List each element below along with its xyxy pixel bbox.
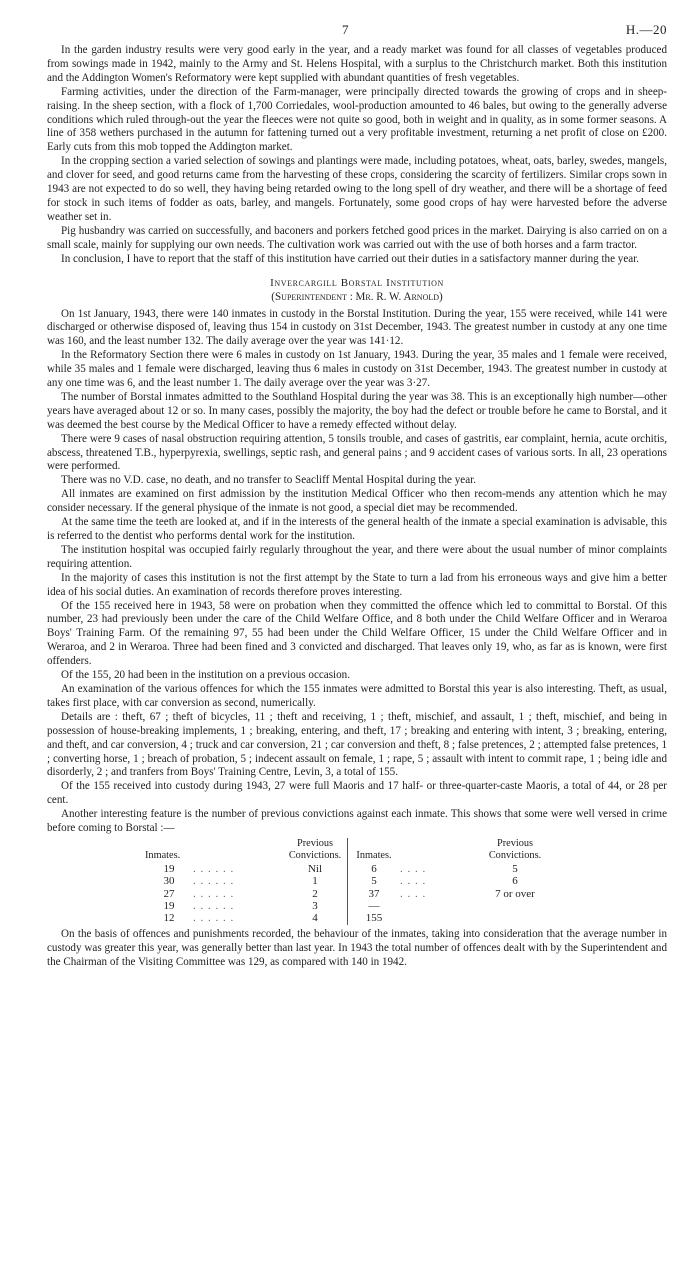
paragraph: In the cropping section a varied selection of sowings and plantings were made, including potatoes, wheat, oats, barley, swedes, mangels, and clover for seed, and good returns came from the harvesting of these crops, considering the scarcity of fertilizers. Similar crops sown in 1943 are not expected to do so well, they having being retarded owing to the long spell of dry weather, and there will be a shortage of feed for stock in such items of fodder as oats, barley, and mangels. Fortunately, some good crops of hay were harvested before the adverse weather set in. (47, 155, 667, 223)
cell-previous: 2 (283, 888, 348, 900)
section-title: Invercargill Borstal Institution (270, 276, 444, 289)
cell-inmates-2: 6 (371, 862, 377, 875)
document-page (47, 22, 667, 970)
paragraph: On 1st January, 1943, there were 140 inmates in custody in the Borstal Institution. During the year, 155 were received, while 141 were discharged or otherwise disposed of, leaving thus 154 in custody on 31st December, 1943. The greatest number in custody at any one time was 160, and the least number 132. The daily average over the year was 141·12. (47, 307, 667, 348)
cell-inmates-2: 5 (371, 875, 377, 888)
column-header-previous-convictions-2: Previous Convictions. (488, 837, 542, 862)
leader-dots: . . . . . . (193, 875, 235, 888)
cell-previous: 4 (283, 912, 348, 924)
paragraph: Of the 155, 20 had been in the institution on a previous occasion. (61, 669, 350, 682)
cell-previous: Nil (283, 863, 348, 875)
document-reference: H.—20 (625, 22, 667, 37)
leader-dots: . . . . . . (193, 899, 235, 912)
paragraph: Of the 155 received into custody during 1943, 27 were full Maoris and 17 half- or three-quarter-caste Maoris, a total of 44, or 28 per cent. (47, 780, 667, 807)
cell-inmates: 27 (163, 887, 175, 900)
column-header-inmates-2: Inmates. (356, 850, 392, 862)
paragraph: All inmates are examined on first admission by the institution Medical Officer who then recom-mends any attention which he may consider necessary. If the general physique of the inmate is not good, a special diet may be recommended. (47, 488, 667, 515)
section-closing (47, 928, 667, 970)
table-header-row (145, 838, 560, 863)
paragraph: The institution hospital was occupied fairly regularly throughout the year, and there were about the usual number of minor complaints requiring attention. (47, 543, 667, 570)
paragraph: There was no V.D. case, no death, and no transfer to Seacliff Mental Hospital during the year. (61, 474, 476, 487)
table-row (145, 863, 560, 875)
table-row (145, 900, 560, 912)
cell-previous-2: 5 (512, 862, 518, 875)
cell-total: 155 (365, 912, 383, 925)
paragraph: Another interesting feature is the number of previous convictions against each inmate. This shows that some were well versed in crime before coming to Borstal :— (47, 808, 667, 835)
leader-dots: . . . . . . (193, 862, 235, 875)
section-reformatory-report (47, 44, 667, 267)
cell-inmates: 19 (163, 899, 175, 912)
paragraph: In the garden industry results were very good early in the year, and a ready market was found for all classes of vegetables produced from sowings made in 1942, mainly to the Army and St. Helens Hospital, with a surplus to the Christchurch market. Both this institution and the Addington Women's Reformatory were kept supplied with abundant quantities of fresh vegetables. (47, 44, 667, 84)
paragraph: The number of Borstal inmates admitted to the Southland Hospital during the year was 38. This is an exceptionally high number—other years have averaged about 12 or so. In many cases, possibly the majority, the boy had the defect or trouble before he came to Borstal, and it was deemed the best course by the Medical Officer to have a remedy effected without delay. (47, 390, 667, 431)
cell-previous-2: 7 or over (495, 887, 535, 900)
previous-convictions-table (145, 838, 560, 925)
section-borstal-report (47, 308, 667, 836)
paragraph: Of the 155 received here in 1943, 58 were on probation when they committed the offence which led to committal to Borstal. Of this number, 23 had previously been under the care of the Child Welfare Office, and 8 both under the Child Welfare Officer and in Weraroa Boys' Training Farm. Of the remaining 97, 55 had been under the Child Welfare Officer, 15 under the Child Welfare Officer and in Weraroa, and 2 in Weraroa. Three had been fined and 3 convicted and discharged. That leaves only 19, who, as far as is known, were first offenders. (47, 599, 667, 668)
paragraph: Pig husbandry was carried on successfully, and baconers and porkers fetched good prices in the market. Dairying is also carried on on a small scale, mainly for supplying our own needs. The cultivation work was carried out with the use of both horses and a farm tractor. (47, 224, 667, 251)
paragraph: Details are : theft, 67 ; theft of bicycles, 11 ; theft and receiving, 1 ; theft, mischief, and assault, 1 ; theft, mischief, and being in possession of house-breaking implements, 1 ; breaking, entering, and theft, 17 ; breaking and entering with intent, 3 ; breaking, entering, and theft, and car conversion, 4 ; truck and car conversion, 21 ; car conversion and theft, 8 ; false pretences, 2 ; attempted false pretences, 1 ; converting horse, 1 ; breach of probation, 5 ; indecent assault on female, 1 ; rape, 5 ; assault with intent to commit rape, 1 ; being idle and disorderly, 2 ; and tranfers from Boys' Training Centre, Levin, 3, a total of 155. (47, 710, 667, 779)
cell-previous: 3 (283, 900, 348, 912)
leader-dots: . . . . (400, 862, 427, 875)
cell-previous-2 (470, 912, 560, 924)
cell-inmates-2: — (368, 899, 380, 912)
cell-previous-2 (470, 900, 560, 912)
paragraph: An examination of the various offences for which the 155 inmates were admitted to Borstal this year is also interesting. Theft, as usual, takes first place, with car conversion as second, numerically. (47, 682, 667, 709)
table-row (145, 888, 560, 900)
table-row (145, 875, 560, 887)
cell-inmates-2: 37 (368, 887, 380, 900)
leader-dots: . . . . (400, 887, 427, 900)
paragraph: There were 9 cases of nasal obstruction requiring attention, 5 tonsils trouble, and cases of gastritis, ear complaint, hernia, acute orchitis, abscess, threatened T.B., hyperpyrexia, swellings, septic rash, and general pains ; and 9 accident cases of various sorts. In all, 23 operations were performed. (47, 432, 667, 473)
column-header-inmates: Inmates. (145, 850, 181, 862)
table-row (145, 912, 560, 924)
cell-inmates: 30 (163, 875, 175, 888)
section-superintendent: (Superintendent : Mr. R. W. Arnold) (271, 290, 443, 303)
page-header (47, 22, 667, 44)
cell-previous-2: 6 (512, 875, 518, 888)
paragraph: Farming activities, under the direction of the Farm-manager, were principally directed towards the growing of crops and in sheep-raising. In the sheep section, with a flock of 1,700 Corriedales, wool-production amounted to 46 bales, but owing to the generally adverse conditions which ruled through-out the year the fleeces were not quite so good, both in weight and in quality, as in some former seasons. A line of 358 wethers purchased in the autumn for fattening turned out a very profitable investment, returning a net profit of close on £200. Early cuts from this mob topped the Addington market. (47, 85, 667, 154)
paragraph: In the majority of cases this institution is not the first attempt by the State to turn a lad from his erroneous ways and give him a better idea of his social duties. An examination of records therefore proves interesting. (47, 571, 667, 598)
column-header-previous-convictions: Previous Convictions. (283, 838, 348, 863)
leader-dots: . . . . (400, 875, 427, 888)
paragraph: On the basis of offences and punishments recorded, the behaviour of the inmates, taking into consideration that the average number in custody was greater this year, was generally better than last year. In 1943 the total number of offences dealt with by the Superintendent and the Chairman of the Visiting Committee was 129, as compared with 140 in 1942. (47, 927, 667, 968)
cell-inmates: 19 (163, 862, 175, 875)
paragraph: At the same time the teeth are looked at, and if in the interests of the general health of the inmate a special examination is advisable, this is referred to the dentist who performs dental work for the institution. (47, 516, 667, 542)
leader-dots: . . . . . . (193, 912, 235, 925)
page-number: 7 (342, 22, 349, 37)
leader-dots: . . . . . . (193, 887, 235, 900)
cell-previous: 1 (283, 875, 348, 887)
paragraph: In conclusion, I have to report that the staff of this institution have carried out their duties in a satisfactory manner during the year. (61, 252, 640, 265)
cell-inmates: 12 (163, 912, 175, 925)
paragraph: In the Reformatory Section there were 6 males in custody on 1st January, 1943. During the year, 35 males and 1 female were received, while 35 males and 1 female were discharged, leaving thus 6 males in custody on 31st December, 1943. The greatest number in custody at any one time was 6, and the least number 1. The daily average over the year was 3·27. (47, 349, 667, 390)
